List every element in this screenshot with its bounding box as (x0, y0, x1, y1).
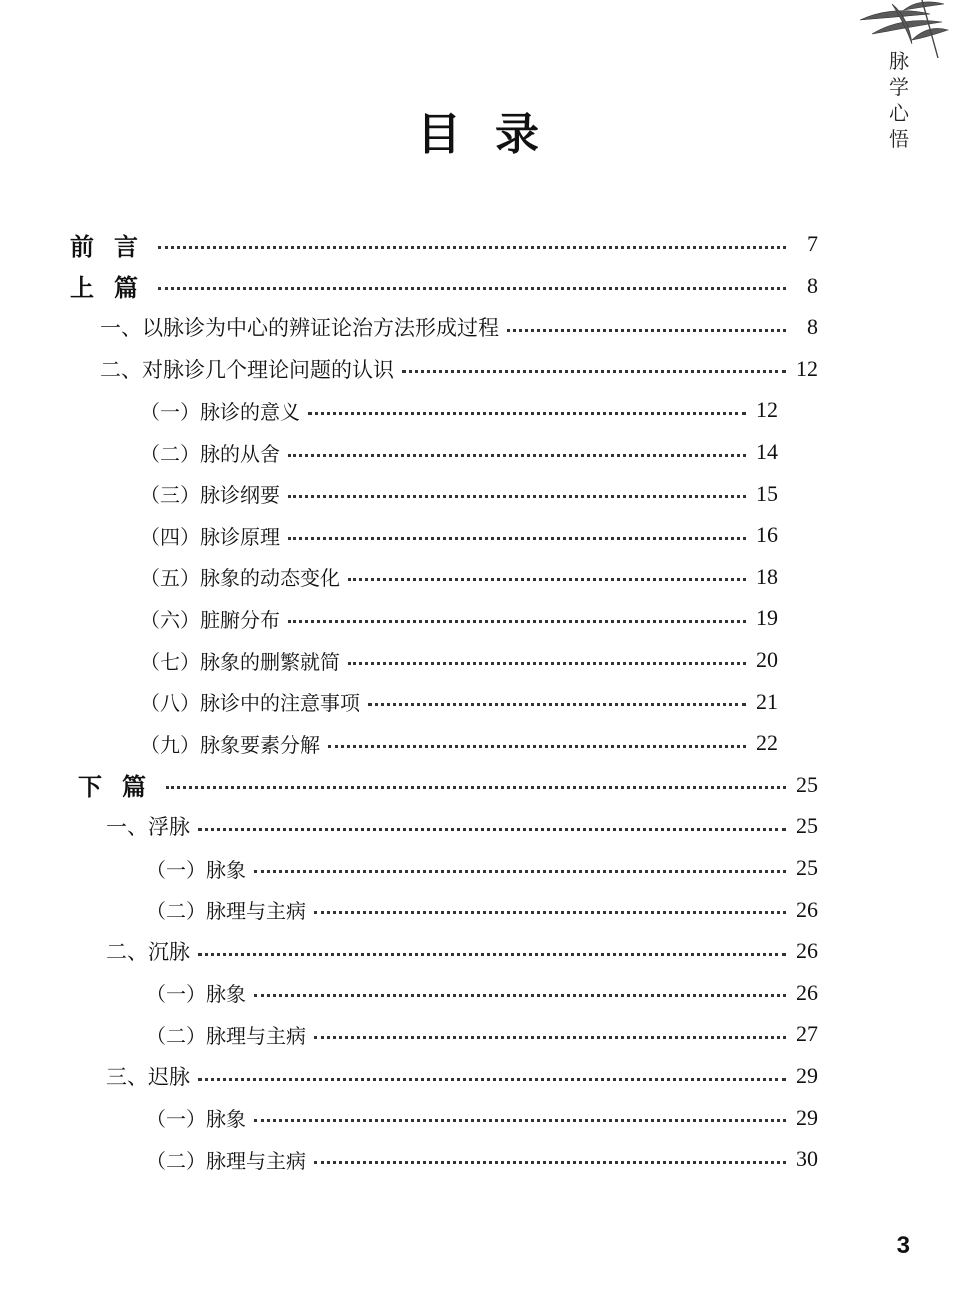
toc-entry-page: 21 (756, 688, 778, 714)
toc-entry-page: 26 (796, 896, 818, 922)
toc-entry-label: （六）脏腑分布 (140, 607, 280, 632)
toc-entry-label: （一）脉诊的意义 (140, 399, 300, 424)
dot-leader (288, 620, 746, 623)
toc-entry-label: 上篇 (70, 274, 158, 303)
toc-entry-label: （九）脉象要素分解 (140, 732, 320, 757)
dot-leader (507, 329, 786, 332)
toc-entry[interactable] (146, 848, 818, 888)
toc-entry-page: 8 (807, 272, 818, 298)
toc-entry-label: （二）脉的从舍 (140, 441, 280, 466)
toc-entry[interactable] (140, 474, 778, 514)
dot-leader (314, 911, 786, 914)
toc-entry-page: 15 (756, 480, 778, 506)
toc-entry-label: （二）脉理与主病 (146, 1148, 306, 1173)
dot-leader (158, 246, 786, 249)
toc-entry[interactable] (140, 515, 778, 555)
toc-entry-page: 7 (807, 231, 818, 256)
dot-leader (254, 994, 786, 997)
toc-entry-label: （二）脉理与主病 (146, 1023, 306, 1048)
toc-entry[interactable] (140, 640, 778, 680)
toc-entry-page: 22 (756, 730, 778, 756)
toc-entry-page: 29 (796, 1104, 818, 1130)
toc-entry[interactable] (146, 1014, 818, 1054)
toc-entry-page: 18 (756, 563, 778, 589)
dot-leader (328, 745, 746, 748)
toc-entry-label: （五）脉象的动态变化 (140, 566, 340, 591)
toc-entry-label: 下篇 (78, 773, 166, 802)
toc-entry-label: （一）脉象 (146, 857, 246, 882)
dot-leader (314, 1036, 786, 1039)
dot-leader (198, 1078, 786, 1081)
toc-entry-label: 二、沉脉 (106, 940, 190, 965)
dot-leader (166, 786, 786, 789)
toc-entry-label: （一）脉象 (146, 1107, 246, 1132)
toc-entry[interactable] (140, 682, 778, 722)
toc-entry-page: 25 (796, 855, 818, 880)
toc-entry-label: 二、对脉诊几个理论问题的认识 (100, 357, 394, 382)
toc-entry-label: （三）脉诊纲要 (140, 483, 280, 508)
dot-leader (158, 287, 786, 290)
running-title-char: 脉 (889, 49, 909, 73)
running-title-char: 心 (889, 101, 909, 125)
toc-entry-label: 一、以脉诊为中心的辨证论治方法形成过程 (100, 316, 499, 341)
toc-entry[interactable] (70, 224, 818, 264)
toc-entry[interactable] (78, 765, 818, 805)
page-title: 目录 (417, 109, 573, 160)
toc-entry[interactable] (146, 973, 818, 1013)
dot-leader (368, 703, 746, 706)
dot-leader (288, 495, 746, 498)
toc-entry[interactable] (146, 1098, 818, 1138)
toc-entry[interactable] (70, 266, 818, 306)
toc-entry-page: 26 (796, 979, 818, 1005)
toc-entry[interactable] (146, 1139, 818, 1179)
running-title-char: 学 (889, 75, 909, 99)
toc-entry[interactable] (106, 1056, 818, 1096)
dot-leader (254, 870, 786, 873)
dot-leader (308, 412, 746, 415)
dot-leader (348, 662, 746, 665)
dot-leader (288, 454, 746, 457)
toc-entry-label: 一、浮脉 (106, 815, 190, 840)
toc-entry-page: 19 (756, 605, 778, 631)
toc-entry-page: 25 (796, 813, 818, 839)
dot-leader (288, 537, 746, 540)
page-number: 3 (896, 1232, 910, 1259)
toc-entry-page: 12 (756, 397, 778, 423)
toc-entry[interactable] (140, 723, 778, 763)
toc-entry[interactable] (106, 806, 818, 846)
running-title-char: 悟 (889, 127, 909, 151)
toc-entry-page: 14 (756, 439, 778, 464)
dot-leader (314, 1161, 786, 1164)
toc-entry[interactable] (140, 557, 778, 597)
toc-entry-page: 12 (796, 355, 818, 381)
toc-entry-label: （七）脉象的删繁就简 (140, 649, 340, 674)
dot-leader (402, 370, 786, 373)
toc-entry[interactable] (100, 349, 818, 389)
toc-entry-page: 29 (796, 1063, 818, 1088)
toc-entry-label: （八）脉诊中的注意事项 (140, 691, 360, 716)
dot-leader (254, 1119, 786, 1122)
dot-leader (198, 828, 786, 831)
toc-entry-label: 前言 (70, 232, 158, 261)
toc-entry[interactable] (146, 890, 818, 930)
toc-entry-page: 26 (796, 938, 818, 964)
toc-entry-page: 8 (807, 314, 818, 340)
toc-entry-page: 27 (796, 1021, 818, 1047)
toc-entry[interactable] (100, 307, 818, 347)
dot-leader (348, 578, 746, 581)
toc-entry[interactable] (106, 931, 818, 971)
dot-leader (198, 953, 786, 956)
toc-entry[interactable] (140, 390, 778, 430)
toc-entry-page: 20 (756, 647, 778, 672)
toc-entry-label: 三、迟脉 (106, 1065, 190, 1089)
toc-entry-label: （四）脉诊原理 (140, 524, 280, 549)
toc-entry[interactable] (140, 432, 778, 472)
toc-entry-page: 30 (796, 1146, 818, 1172)
toc-entry-page: 16 (756, 522, 778, 548)
toc-entry-page: 25 (796, 771, 818, 797)
toc-entry[interactable] (140, 598, 778, 638)
toc-entry-label: （二）脉理与主病 (146, 899, 306, 924)
toc-entry-label: （一）脉象 (146, 982, 246, 1007)
